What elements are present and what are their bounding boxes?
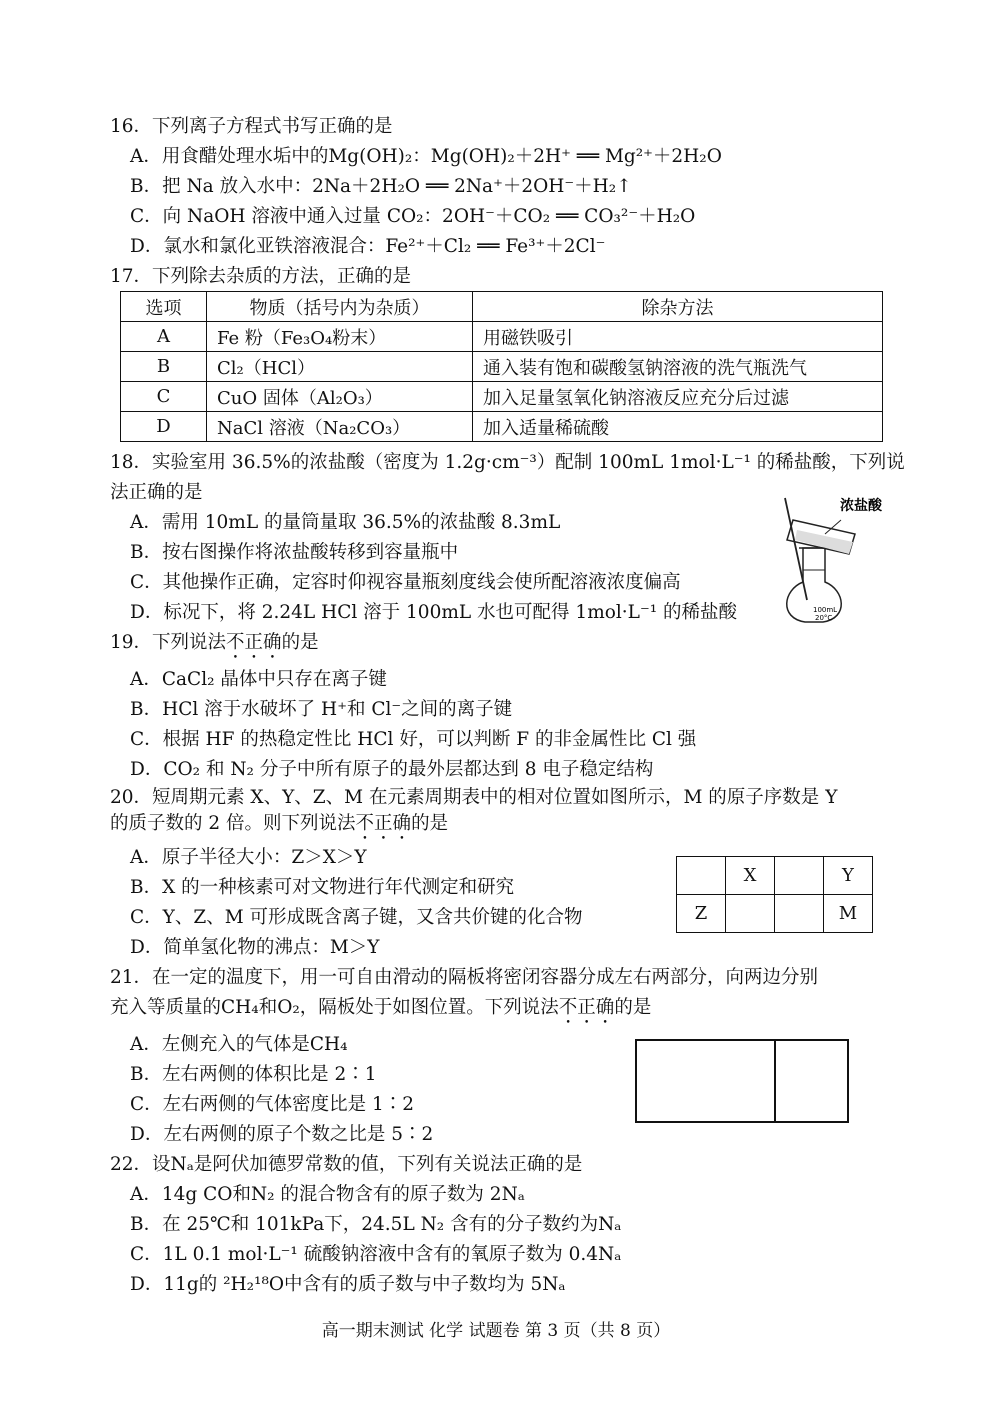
table-cell: X — [726, 857, 775, 895]
q22-stem: 22．设Nₐ是阿伏加德罗常数的值，下列有关说法正确的是 — [110, 1154, 583, 1175]
table-row — [677, 857, 873, 895]
table-row — [121, 322, 883, 352]
q18-stem-line1: 18．实验室用 36.5%的浓盐酸（密度为 1.2g·cm⁻³）配制 100mL 1mol·L⁻¹ 的稀盐酸，下列说 — [110, 452, 905, 473]
sliding-partition — [774, 1041, 776, 1121]
table-cell: 加入适量稀硫酸 — [473, 412, 883, 442]
periodic-table-fragment — [676, 856, 873, 933]
q18-option-b: B．按右图操作将浓盐酸转移到容量瓶中 — [130, 542, 459, 563]
q22-option-d: D．11g的 ²H₂¹⁸O中含有的质子数与中子数均为 5Nₐ — [130, 1274, 566, 1295]
table-cell — [726, 895, 775, 933]
container-diagram — [635, 1039, 849, 1123]
table-cell: C — [121, 382, 207, 412]
transfer-apparatus-figure — [765, 490, 900, 625]
table-cell: Cl₂（HCl） — [207, 352, 473, 382]
q21-option-d: D．左右两侧的原子个数之比是 5∶2 — [130, 1124, 434, 1145]
table-row — [121, 352, 883, 382]
table-cell: A — [121, 322, 207, 352]
q19-stem — [110, 631, 319, 663]
q18-option-d: D．标况下，将 2.24L HCl 溶于 100mL 水也可配得 1mol·L⁻¹ 的稀盐酸 — [130, 602, 738, 623]
table-cell: B — [121, 352, 207, 382]
table-cell: Z — [677, 895, 726, 933]
q21-option-c: C．左右两侧的气体密度比是 1∶2 — [130, 1094, 415, 1115]
q21-stem-emphasis: 不正确 — [558, 997, 615, 1018]
q19-option-a: A．CaCl₂ 晶体中只存在离子键 — [130, 669, 387, 690]
q20-stem-pre: 的质子数的 2 倍。则下列说法 — [110, 813, 356, 834]
q19-option-c: C．根据 HF 的热稳定性比 HCl 好，可以判断 F 的非金属性比 Cl 强 — [130, 729, 697, 750]
table-row — [121, 382, 883, 412]
table-cell: Y — [824, 857, 873, 895]
q21-stem-post: 的是 — [614, 997, 652, 1018]
q18-stem-line2: 法正确的是 — [110, 482, 203, 503]
table-cell — [677, 857, 726, 895]
table-cell: M — [824, 895, 873, 933]
q20-option-b: B．X 的一种核素可对文物进行年代测定和研究 — [130, 877, 515, 898]
table-cell: 用磁铁吸引 — [473, 322, 883, 352]
q20-stem-line2 — [110, 812, 448, 844]
q19-stem-pre: 19．下列说法 — [110, 632, 227, 653]
q19-stem-post: 的是 — [281, 632, 319, 653]
table-cell: CuO 固体（Al₂O₃） — [207, 382, 473, 412]
table-header-method: 除杂方法 — [473, 292, 883, 322]
q22-option-c: C．1L 0.1 mol·L⁻¹ 硫酸钠溶液中含有的氧原子数为 0.4Nₐ — [130, 1244, 622, 1265]
table-cell — [775, 895, 824, 933]
q20-stem-post: 的是 — [411, 813, 449, 834]
table-cell: NaCl 溶液（Na₂CO₃） — [207, 412, 473, 442]
q20-stem-line1: 20．短周期元素 X、Y、Z、M 在元素周期表中的相对位置如图所示，M 的原子序数是 Y — [110, 787, 838, 808]
q22-option-b: B．在 25℃和 101kPa下，24.5L N₂ 含有的分子数约为Nₐ — [130, 1214, 622, 1235]
q19-option-d: D．CO₂ 和 N₂ 分子中所有原子的最外层都达到 8 电子稳定结构 — [130, 759, 654, 780]
table-header-substance: 物质（括号内为杂质） — [207, 292, 473, 322]
table-cell: 加入足量氢氧化钠溶液反应充分后过滤 — [473, 382, 883, 412]
conc-hcl-label: 浓盐酸 — [840, 498, 882, 514]
q21-stem-line1: 21．在一定的温度下，用一可自由滑动的隔板将密闭容器分成左右两部分，向两边分别 — [110, 967, 819, 988]
q16-option-d: D．氯水和氯化亚铁溶液混合：Fe²⁺＋Cl₂ ══ Fe³⁺＋2Cl⁻ — [130, 236, 606, 257]
q16-option-c: C．向 NaOH 溶液中通入过量 CO₂：2OH⁻＋CO₂ ══ CO₃²⁻＋H₂O — [130, 206, 696, 227]
q19-option-b: B．HCl 溶于水破坏了 H⁺和 Cl⁻之间的离子键 — [130, 699, 513, 720]
table-cell: Fe 粉（Fe₃O₄粉末） — [207, 322, 473, 352]
q18-option-c: C．其他操作正确，定容时仰视容量瓶刻度线会使所配溶液浓度偏高 — [130, 572, 681, 593]
q20-option-a: A．原子半径大小：Z＞X＞Y — [130, 847, 367, 868]
table-cell — [775, 857, 824, 895]
q16-option-a: A．用食醋处理水垢中的Mg(OH)₂：Mg(OH)₂＋2H⁺ ══ Mg²⁺＋2H₂O — [130, 146, 722, 167]
q22-option-a: A．14g CO和N₂ 的混合物含有的原子数为 2Nₐ — [130, 1184, 525, 1205]
q21-option-b: B．左右两侧的体积比是 2∶1 — [130, 1064, 377, 1085]
q16-stem: 16．下列离子方程式书写正确的是 — [110, 116, 393, 137]
q21-stem-line2 — [110, 996, 651, 1028]
q17-table — [120, 291, 883, 442]
page-footer: 高一期末测试 化学 试题卷 第 3 页（共 8 页） — [321, 1321, 671, 1341]
q16-option-b: B．把 Na 放入水中：2Na＋2H₂O ══ 2Na⁺＋2OH⁻＋H₂↑ — [130, 176, 632, 197]
table-cell: 通入装有饱和碳酸氢钠溶液的洗气瓶洗气 — [473, 352, 883, 382]
table-header-option: 选项 — [121, 292, 207, 322]
q18-option-a: A．需用 10mL 的量筒量取 36.5%的浓盐酸 8.3mL — [130, 512, 561, 533]
q20-option-c: C．Y、Z、M 可形成既含离子键，又含共价键的化合物 — [130, 907, 583, 928]
flask-temp-label: 20°C — [815, 614, 833, 622]
table-row — [121, 412, 883, 442]
q21-option-a: A．左侧充入的气体是CH₄ — [130, 1034, 348, 1055]
q17-stem: 17．下列除去杂质的方法，正确的是 — [110, 266, 412, 287]
flask-volume-label: 100mL — [813, 606, 838, 614]
q21-stem-pre: 充入等质量的CH₄和O₂，隔板处于如图位置。下列说法 — [110, 997, 559, 1018]
q19-stem-emphasis: 不正确 — [226, 632, 282, 653]
q20-option-d: D．简单氢化物的沸点：M＞Y — [130, 937, 380, 958]
table-cell: D — [121, 412, 207, 442]
table-header-row — [121, 292, 883, 322]
table-row — [677, 895, 873, 933]
q20-stem-emphasis: 不正确 — [355, 813, 412, 834]
